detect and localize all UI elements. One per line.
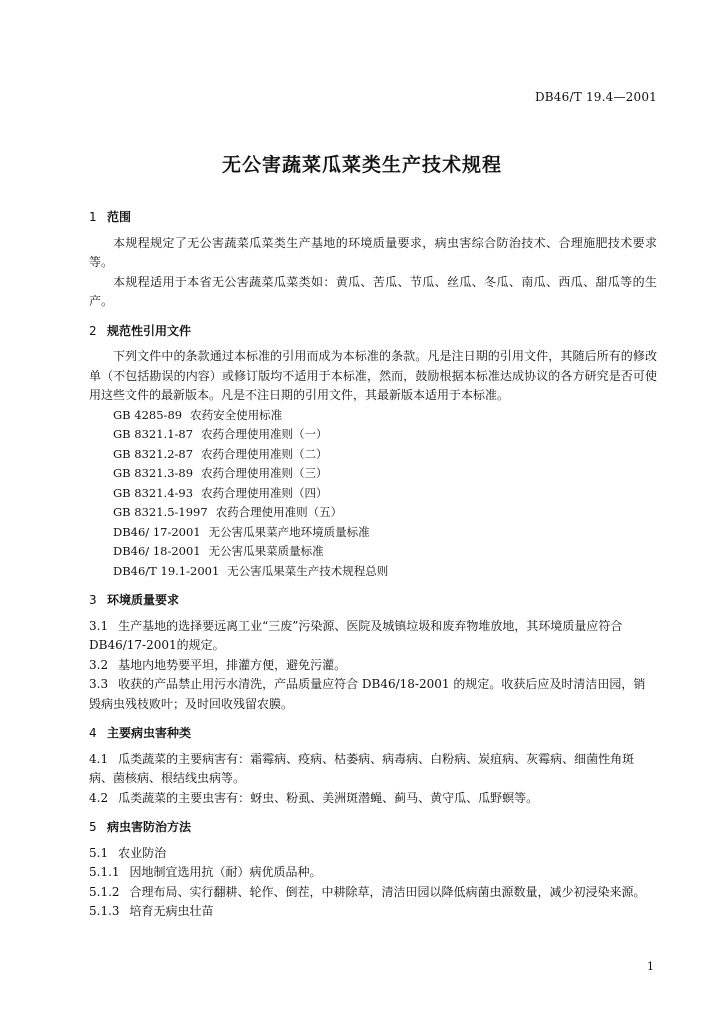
reference-item: DB46/T 19.1-2001 无公害瓜果菜生产技术规程总则 bbox=[113, 563, 389, 578]
standard-code: DB46/T 19.4—2001 bbox=[534, 90, 657, 104]
reference-item: DB46/ 18-2001 无公害瓜果菜质量标准 bbox=[113, 544, 324, 558]
clause-item: 4.1 瓜类蔬菜的主要病害有：霜霉病、疫病、枯萎病、病毒病、白粉病、炭疽病、灰霉病、细菌性角斑病、菌核病、根结线虫病等。 bbox=[89, 751, 635, 785]
section-2-intro: 下列文件中的条款通过本标准的引用而成为本标准的条款。凡是注日期的引用文件，其随后所有的修改单（不包括勘误的内容）或修订版均不适用于本标准，然而，鼓励根据本标准达成协议的各方研究是否可使用这些文件的最新版本。凡是不注日期的引用文件，其最新版本适用于本标准。 bbox=[89, 349, 657, 402]
reference-item: DB46/ 17-2001 无公害瓜果菜产地环境质量标准 bbox=[113, 524, 370, 539]
reference-item: GB 8321.5-1997 农药合理使用准则（五） bbox=[113, 505, 343, 519]
reference-item: GB 8321.2-87 农药合理使用准则（二） bbox=[113, 446, 328, 461]
document-body bbox=[89, 208, 657, 922]
clause-item: 3.1 生产基地的选择要远离工业“三废”污染源、医院及城镇垃圾和废弃物堆放地，其环境质量应符合DB46/17-2001的规定。 bbox=[89, 618, 623, 652]
section-1-heading: 1 范围 bbox=[89, 210, 132, 224]
section-5-heading: 5 病虫害防治方法 bbox=[89, 820, 192, 834]
section-1-paragraph: 本规程适用于本省无公害蔬菜瓜菜类如：黄瓜、苦瓜、节瓜、丝瓜、冬瓜、南瓜、西瓜、甜瓜等的生产。 bbox=[89, 274, 657, 308]
section-1-paragraph: 本规程规定了无公害蔬菜瓜菜类生产基地的环境质量要求，病虫害综合防治技术、合理施肥技术要求等。 bbox=[89, 235, 657, 269]
section-2-heading: 2 规范性引用文件 bbox=[89, 323, 192, 338]
page-number: 1 bbox=[647, 960, 654, 973]
clause-item: 5.1.3 培育无病虫壮苗 bbox=[89, 904, 214, 918]
clause-item: 3.2 基地内地势要平坦，排灌方便，避免污灌。 bbox=[89, 657, 347, 672]
section-4-heading: 4 主要病虫害种类 bbox=[89, 726, 192, 740]
document-title: 无公害蔬菜瓜菜类生产技术规程 bbox=[221, 154, 502, 176]
reference-item: GB 4285-89 农药安全使用标准 bbox=[113, 407, 283, 422]
clause-item: 3.3 收获的产品禁止用污水清洗，产品质量应符合 DB46/18-2001 的规定。收获后应及时清洁田园，销毁病虫残枝败叶；及时回收残留农膜。 bbox=[89, 677, 646, 711]
clause-item: 4.2 瓜类蔬菜的主要虫害有：蚜虫、粉虱、美洲斑潜蝇、蓟马、黄守瓜、瓜野螟等。 bbox=[89, 790, 539, 805]
clause-item: 5.1 农业防治 bbox=[89, 845, 167, 860]
reference-item: GB 8321.1-87 农药合理使用准则（一） bbox=[113, 427, 328, 441]
section-3-heading: 3 环境质量要求 bbox=[89, 593, 180, 607]
reference-item: GB 8321.4-93 农药合理使用准则（四） bbox=[113, 485, 328, 500]
clause-item: 5.1.1 因地制宜选用抗（耐）病优质品种。 bbox=[89, 865, 322, 879]
clause-item: 5.1.2 合理布局、实行翻耕、轮作、倒茬，中耕除草，清洁田园以降低病菌虫源数量，减少初浸染来源。 bbox=[89, 884, 646, 899]
reference-item: GB 8321.3-89 农药合理使用准则（三） bbox=[113, 466, 328, 480]
